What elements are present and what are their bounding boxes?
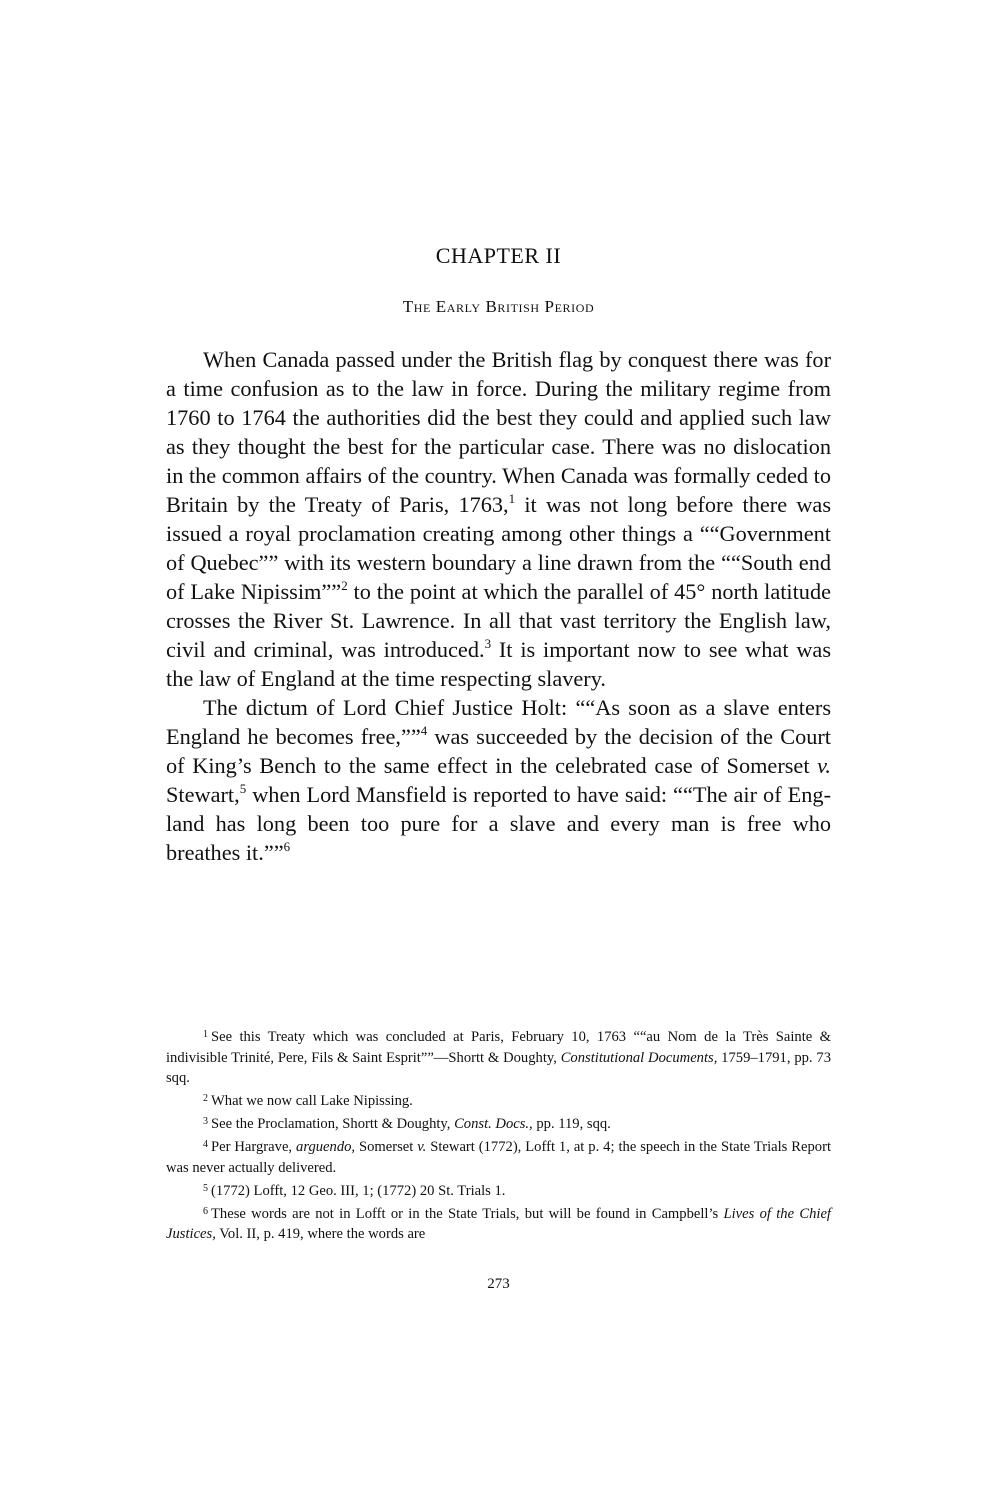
footnote-text: pp. 119, sqq. (532, 1116, 611, 1132)
footnote-text: Per Hargrave, (211, 1139, 297, 1155)
paragraph-italic: v. (817, 753, 831, 778)
paragraph-text: It is important now to see what was the law of England at the time respecting slavery. (166, 637, 831, 691)
section-heading: The Early British Period (402, 297, 595, 316)
paragraph-text: it was not long before there was issued a royal proclamation creating among other things a ““Government of Quebec”” with its western boundary a line drawn from the ““South end of Lake Nipissim”” (166, 492, 831, 604)
footnote (166, 1204, 831, 1245)
paragraph (166, 345, 831, 693)
footnote-text: These words are not in Lofft or in the State Trials, but will be found in Campbell’s (211, 1205, 724, 1222)
footnote-text: What we now call Lake Nipissing. (211, 1093, 413, 1109)
footnote-ref: 5 (239, 781, 247, 796)
footnote-text: Stewart (1772), Lofft 1, at p. 4; the speech in the State Trials Report was never actually delivered. (166, 1139, 831, 1176)
footnote-ref: 4 (420, 723, 428, 738)
paragraph-text: Stewart, (166, 782, 240, 807)
footnote-text: Somerset (355, 1139, 418, 1155)
footnote-italic: Lives of the Chief Justices, (166, 1205, 831, 1242)
body-text (166, 345, 831, 867)
footnote-text: 1759–1791, pp. 73 sqq. (166, 1049, 831, 1086)
book-page (166, 0, 831, 1507)
footnote-number: 5 (203, 1182, 208, 1194)
footnote-ref: 6 (283, 839, 291, 854)
footnote (166, 1181, 831, 1202)
footnote (166, 1137, 831, 1178)
footnote-ref: 2 (341, 578, 348, 593)
paragraph (166, 693, 831, 867)
footnote-text: (1772) Lofft, 12 Geo. III, 1; (1772) 20 St. Trials 1. (211, 1182, 506, 1199)
footnote-italic: v. (417, 1139, 427, 1155)
footnote-text: See this Treaty which was concluded at Paris, February 10, 1763 ““au Nom de la Très Sainte & indivisible Trinité, Pere, Fils & Saint Esprit””—Shortt & Doughty, (166, 1029, 831, 1066)
footnote-text: See the Proclamation, Shortt & Doughty, (211, 1116, 455, 1132)
footnotes (166, 1027, 831, 1247)
paragraph-text: The dictum of Lord Chief Justice Holt: ““As soon as a slave enters England he becomes free,”” (166, 695, 831, 749)
footnote-number: 4 (203, 1139, 208, 1150)
footnote-text: Vol. II, p. 419, where the words are (215, 1226, 426, 1242)
paragraph-text: was succeeded by the decision of the Court of King’s Bench to the same effect in the celebrated case of Somerset (166, 724, 831, 778)
chapter-heading: CHAPTER II (435, 243, 562, 268)
footnote-number: 6 (203, 1205, 208, 1217)
footnote-number: 1 (203, 1029, 208, 1040)
page-number: 273 (487, 1276, 510, 1292)
paragraph-text: When Canada passed under the British flag by conquest there was for a time confusion as to the law in force. During the military regime from 1760 to 1764 the authorities did the best they could and applied such law as they thought the best for the particular case. There was no dislocation in the common affairs of the country. When Canada was formally ceded to Britain by the Treaty of Paris, 1763, (166, 347, 831, 517)
footnote (166, 1114, 831, 1135)
footnote-ref: 1 (508, 491, 516, 506)
footnote-italic: Const. Docs., (454, 1116, 533, 1132)
footnote-number: 2 (203, 1093, 208, 1104)
footnote-italic: Constitutional Documents, (560, 1049, 718, 1066)
footnote-ref: 3 (484, 636, 492, 651)
footnote (166, 1091, 831, 1112)
footnote-italic: arguendo, (296, 1139, 356, 1155)
footnote-number: 3 (203, 1116, 208, 1127)
footnote (166, 1027, 831, 1089)
paragraph-text: when Lord Mansfield is reported to have said: ““The air of England has long been too pure for a slave and every man is free who breathes it.”” (166, 782, 831, 865)
paragraph-text: to the point at which the parallel of 45° north latitude crosses the River St. Lawrence. In all that vast territory the English law, civil and criminal, was introduced. (166, 579, 831, 662)
